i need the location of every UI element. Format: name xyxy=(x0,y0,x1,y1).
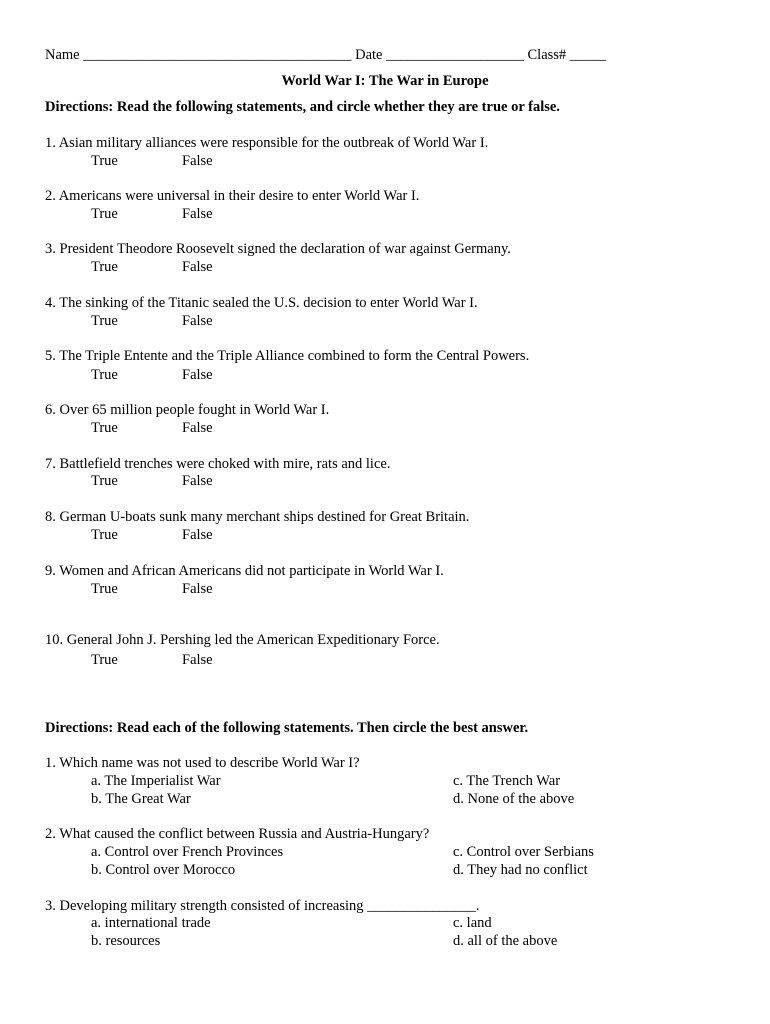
tf-option-true[interactable]: True xyxy=(91,652,118,668)
tf-question-10: 10. General John J. Pershing led the American Expeditionary Force. xyxy=(45,632,440,648)
worksheet-title: World War I: The War in Europe xyxy=(281,73,489,89)
tf-option-false[interactable]: False xyxy=(182,153,213,169)
tf-option-false[interactable]: False xyxy=(182,420,213,436)
mc-option-a[interactable]: a. Control over French Provinces xyxy=(91,844,284,860)
mc-question-1: 1. Which name was not used to describe World War I? xyxy=(45,755,360,771)
mc-option-c[interactable]: c. land xyxy=(453,915,492,931)
tf-question-1: 1. Asian military alliances were responsible for the outbreak of World War I. xyxy=(45,135,489,151)
tf-option-true[interactable]: True xyxy=(91,367,118,383)
mc-option-d[interactable]: d. None of the above xyxy=(453,791,575,807)
tf-option-true[interactable]: True xyxy=(91,153,118,169)
mc-option-d[interactable]: d. all of the above xyxy=(453,933,558,949)
tf-option-true[interactable]: True xyxy=(91,527,118,543)
tf-option-true[interactable]: True xyxy=(91,313,118,329)
tf-option-true[interactable]: True xyxy=(91,581,118,597)
tf-option-false[interactable]: False xyxy=(182,313,213,329)
tf-question-6: 6. Over 65 million people fought in World War I. xyxy=(45,402,330,418)
true-false-directions: Directions: Read the following statements, and circle whether they are true or false. xyxy=(45,99,560,115)
tf-option-true[interactable]: True xyxy=(91,473,118,489)
mc-option-b[interactable]: b. The Great War xyxy=(91,791,191,807)
mc-option-b[interactable]: b. resources xyxy=(91,933,161,949)
tf-option-false[interactable]: False xyxy=(182,581,213,597)
tf-option-false[interactable]: False xyxy=(182,259,213,275)
mc-option-c[interactable]: c. The Trench War xyxy=(453,773,561,789)
tf-question-7: 7. Battlefield trenches were choked with mire, rats and lice. xyxy=(45,456,391,472)
tf-question-2: 2. Americans were universal in their desire to enter World War I. xyxy=(45,188,420,204)
header-name-date-class-line: Name _____________________________________ Date ___________________ Class# _____ xyxy=(45,47,607,63)
mc-option-c[interactable]: c. Control over Serbians xyxy=(453,844,594,860)
tf-option-false[interactable]: False xyxy=(182,473,213,489)
tf-question-3: 3. President Theodore Roosevelt signed the declaration of war against Germany. xyxy=(45,241,511,257)
tf-option-false[interactable]: False xyxy=(182,652,213,668)
tf-option-false[interactable]: False xyxy=(182,527,213,543)
mc-option-a[interactable]: a. international trade xyxy=(91,915,211,931)
tf-question-8: 8. German U-boats sunk many merchant ships destined for Great Britain. xyxy=(45,509,470,525)
tf-option-true[interactable]: True xyxy=(91,259,118,275)
mc-option-a[interactable]: a. The Imperialist War xyxy=(91,773,221,789)
mc-option-d[interactable]: d. They had no conflict xyxy=(453,862,588,878)
multiple-choice-directions: Directions: Read each of the following statements. Then circle the best answer. xyxy=(45,720,529,736)
tf-question-5: 5. The Triple Entente and the Triple Alliance combined to form the Central Powers. xyxy=(45,348,530,364)
tf-option-false[interactable]: False xyxy=(182,206,213,222)
tf-question-9: 9. Women and African Americans did not participate in World War I. xyxy=(45,563,444,579)
mc-question-2: 2. What caused the conflict between Russia and Austria-Hungary? xyxy=(45,826,430,842)
mc-option-b[interactable]: b. Control over Morocco xyxy=(91,862,236,878)
tf-option-false[interactable]: False xyxy=(182,367,213,383)
tf-question-4: 4. The sinking of the Titanic sealed the U.S. decision to enter World War I. xyxy=(45,295,478,311)
mc-question-3: 3. Developing military strength consisted of increasing _______________. xyxy=(45,898,480,914)
tf-option-true[interactable]: True xyxy=(91,206,118,222)
tf-option-true[interactable]: True xyxy=(91,420,118,436)
